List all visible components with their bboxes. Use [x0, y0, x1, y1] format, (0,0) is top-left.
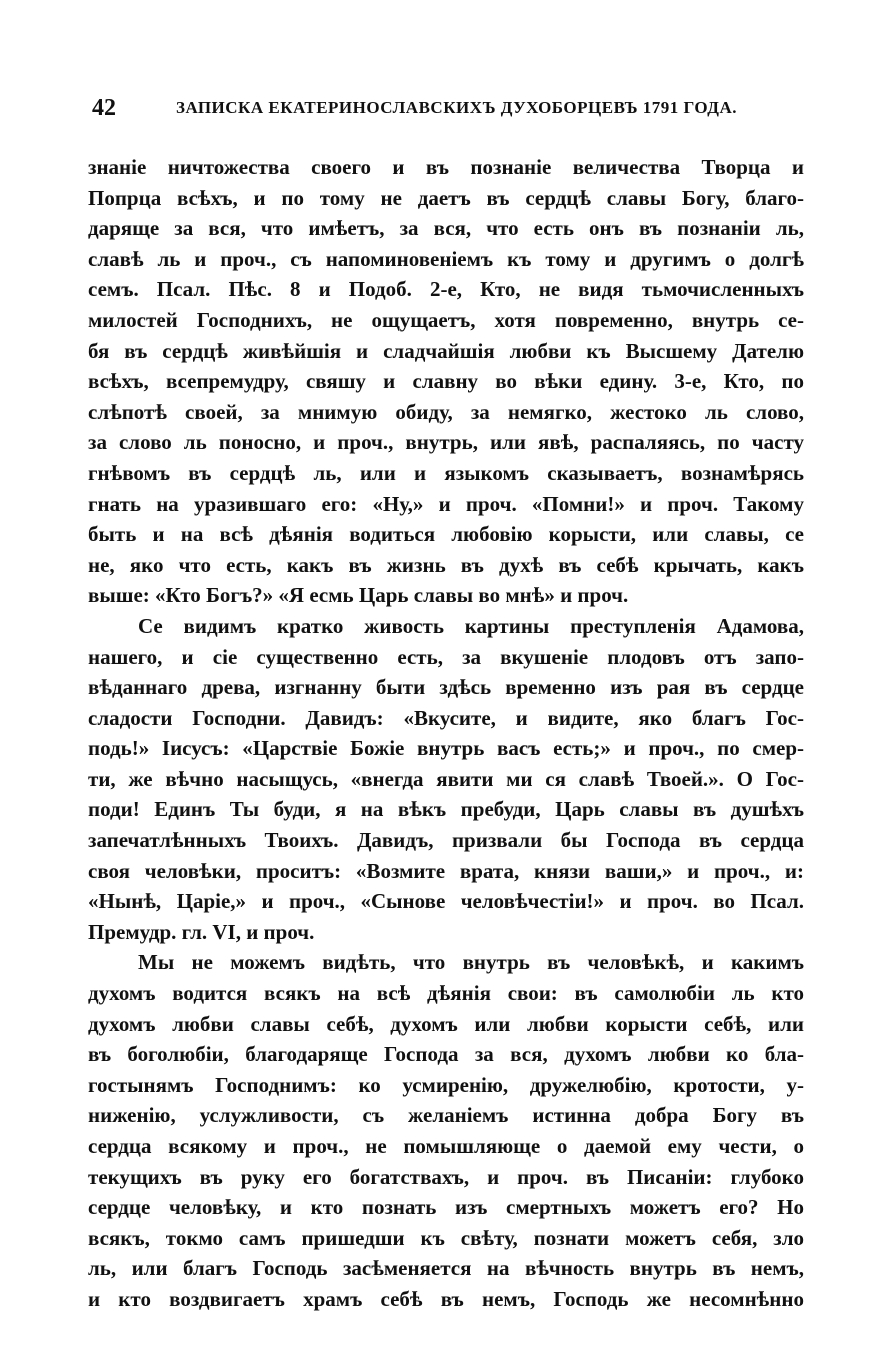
text-line: духомъ водится всякъ на всѣ дѣянія свои: въ самолюбіи ль кто: [88, 981, 804, 1006]
text-line: и кто воздвигаетъ храмъ себѣ въ немъ, Господь же несомнѣнно: [88, 1286, 804, 1311]
paragraph: [88, 947, 804, 1314]
text-line: слѣпотѣ своей, за мнимую обиду, за немягко, жестоко ль слово,: [88, 399, 804, 424]
text-line: своя человѣки, проситъ: «Возмите врата, князи ваши,» и проч., и:: [88, 858, 804, 883]
text-line: въ боголюбіи, благодаряще Господа за вся, духомъ любви ко бла-: [88, 1042, 804, 1067]
text-line: всѣхъ, всепремудру, свяшу и славну во вѣки едину. 3-е, Кто, по: [88, 369, 804, 394]
text-line: вѣданнаго древа, изгнанну быти здѣсь временно изъ рая въ сердце: [88, 675, 804, 700]
text-line: гнать на уразившаго его: «Ну,» и проч. «Помни!» и проч. Такому: [88, 491, 804, 516]
paragraph: [88, 611, 804, 948]
text-line: даряще за вся, что имѣетъ, за вся, что есть онъ въ познаніи ль,: [88, 216, 804, 241]
text-line: всякъ, токмо самъ пришедши къ свѣту, познати можетъ себя, зло: [88, 1225, 804, 1250]
text-line: Премудр. гл. VI, и проч.: [88, 919, 315, 944]
text-line: славѣ ль и проч., съ напоминовеніемъ къ тому и другимъ о долгѣ: [88, 246, 804, 271]
text-line: знаніе ничтожества своего и въ познаніе величества Творца и: [88, 155, 804, 179]
text-line: сладости Господни. Давидъ: «Вкусите, и видите, яко благъ Гос-: [88, 705, 804, 730]
text-line: нашего, и сіе существенно есть, за вкушеніе плодовъ отъ запо-: [88, 644, 804, 669]
body-text: [88, 152, 804, 1315]
text-line: текущихъ въ руку его богатствахъ, и проч. въ Писаніи: глубоко: [88, 1164, 804, 1189]
text-line: быть и на всѣ дѣянія водиться любовію корысти, или славы, се: [88, 522, 804, 547]
text-line: сердце человѣку, и кто познать изъ смертныхъ можетъ его? Но: [88, 1195, 804, 1220]
paragraph: [88, 152, 804, 611]
page-number: 42: [92, 95, 116, 121]
text-line: Се видимъ кратко живость картины преступленія Адамова,: [138, 613, 804, 638]
text-line: бя въ сердцѣ живѣйшія и сладчайшія любви къ Высшему Дателю: [88, 338, 804, 363]
text-line: за слово ль поносно, и проч., внутрь, или явѣ, распаляясь, по часту: [88, 430, 804, 455]
text-line: «Нынѣ, Царіе,» и проч., «Сынове человѣчестіи!» и проч. во Псал.: [88, 889, 804, 914]
text-line: духомъ любви славы себѣ, духомъ или любви корысти себѣ, или: [88, 1011, 804, 1036]
text-line: подь!» Іисусъ: «Царствіе Божіе внутрь васъ есть;» и проч., по смер-: [88, 736, 804, 761]
text-line: ниженію, услужливости, съ желаніемъ истинна добра Богу въ: [88, 1103, 804, 1128]
text-line: семъ. Псал. Пѣс. 8 и Подоб. 2-е, Кто, не видя тьмочисленныхъ: [88, 277, 804, 302]
running-title: ЗАПИСКА ЕКАТЕРИНОСЛАВСКИХЪ ДУХОБОРЦЕВЪ 1791 ГОДА.: [176, 98, 738, 117]
text-line: гостынямъ Господнимъ: ко усмиренію, дружелюбію, кротости, у-: [88, 1072, 804, 1097]
text-line: гнѣвомъ въ сердцѣ ль, или и языкомъ сказываетъ, вознамѣрясь: [88, 460, 804, 485]
text-line: выше: «Кто Богъ?» «Я есмь Царь славы во мнѣ» и проч.: [88, 583, 629, 608]
text-line: милостей Господнихъ, не ощущаетъ, хотя повременно, внутрь се-: [88, 307, 804, 332]
text-line: ль, или благъ Господь засѣменяется на вѣчность внутрь въ немъ,: [88, 1256, 804, 1281]
text-line: Попрца всѣхъ, и по тому не даетъ въ сердцѣ славы Богу, благо-: [88, 185, 804, 210]
text-line: сердца всякому и проч., не помышляюще о даемой ему чести, о: [88, 1134, 804, 1158]
text-line: ти, же вѣчно насыщусь, «внегда явити ми ся славѣ Твоей.». О Гос-: [88, 766, 804, 791]
text-line: Мы не можемъ видѣть, что внутрь въ человѣкѣ, и какимъ: [138, 950, 804, 975]
text-line: запечатлѣнныхъ Твоихъ. Давидъ, призвали бы Господа въ сердца: [88, 828, 804, 853]
text-line: поди! Единъ Ты буди, я на вѣкъ пребуди, Царь славы въ душѣхъ: [88, 797, 804, 822]
running-head: [92, 92, 804, 124]
text-line: не, яко что есть, какъ въ жизнь въ духѣ въ себѣ крычать, какъ: [88, 552, 804, 577]
